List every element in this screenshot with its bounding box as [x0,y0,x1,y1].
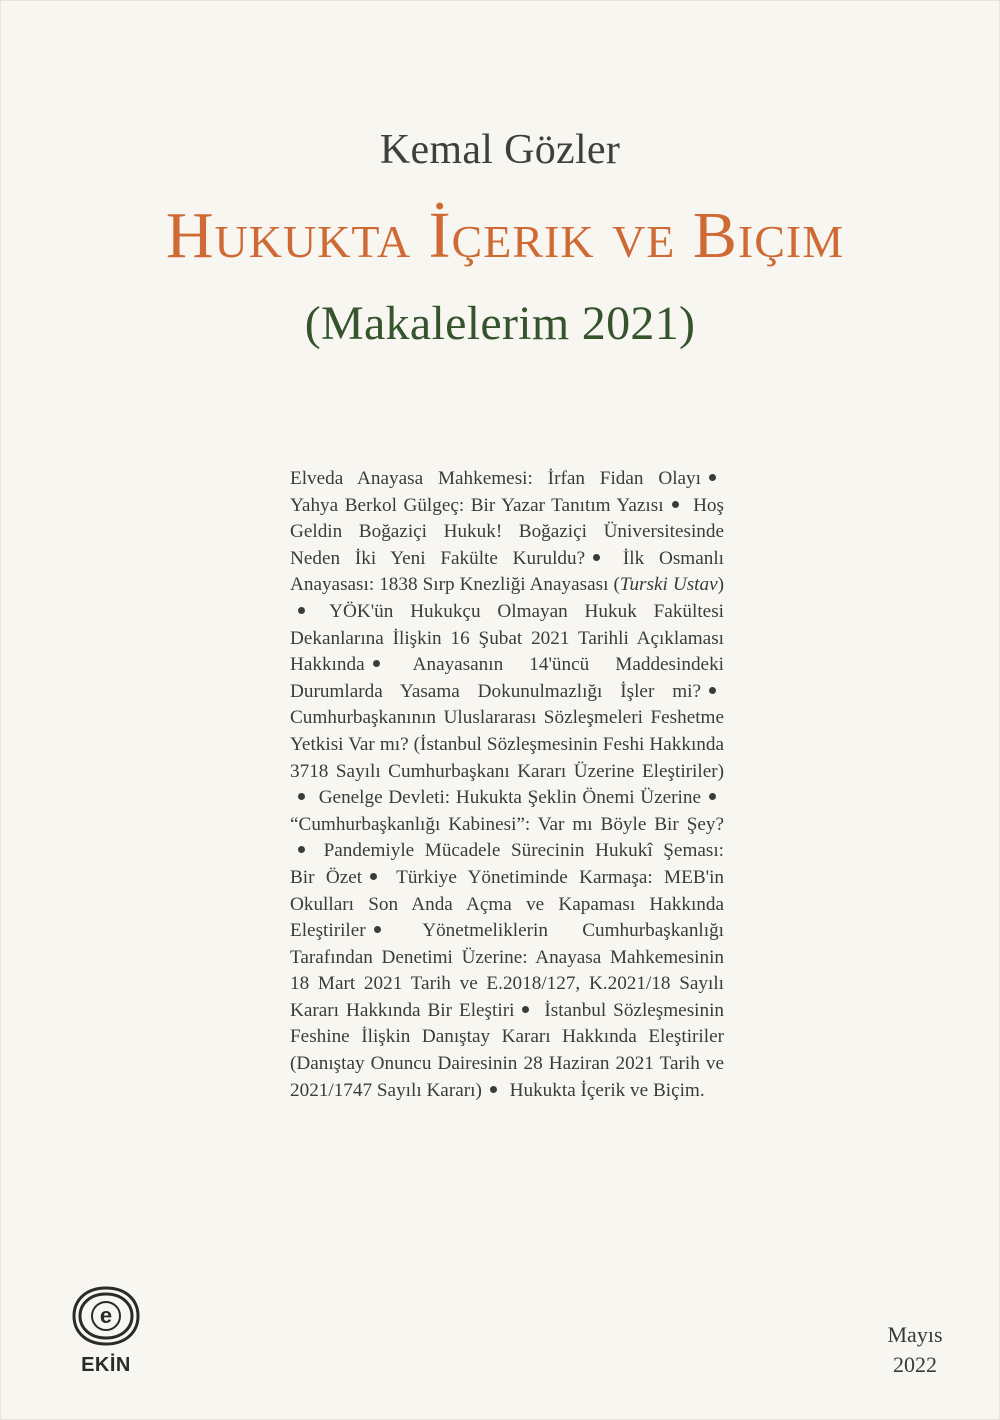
contents-item: İstanbul Sözleşmesinin Feshine İlişkin Danıştay Kararı Hakkında Eleştiriler (Danıştay Onuncu Dairesinin 28 Haziran 2021 Tarih ve 2021/1747 Sayılı Kararı) [290,999,725,1101]
bullet-separator [709,793,716,800]
contents-item: Hoş Geldin Boğaziçi Hukuk! Boğaziçi Üniversitesinde Neden İki Yeni Fakülte Kuruldu? [290,494,724,569]
bullet-separator [374,926,381,933]
publisher-name: EKİN [81,1354,131,1376]
bullet-separator [370,873,377,880]
contents-item: YÖK'ün Hukukçu Olmayan Hukuk Fakültesi Dekanlarına İlişkin 16 Şubat 2021 Tarihli Açıklaması Hakkında [290,600,724,676]
contents-item: İlk Osmanlı Anayasası: 1838 Sırp Knezliği Anayasası (Turski Ustav) [290,547,725,596]
contents-item: Genelge Devleti: Hukukta Şeklin Önemi Üzerine [318,787,701,809]
italic-title: Turski Ustav [619,574,718,596]
bullet-separator [709,474,716,481]
contents-item: Anayasanın 14'üncü Maddesindeki Durumlarda Yasama Dokunulmazlığı İşler mi? [290,654,724,702]
contents-item: Pandemiyle Mücadele Sürecinin Hukukî Şeması: Bir Özet [290,840,725,888]
contents-list [290,466,724,1104]
author-name: Kemal Gözler [379,127,621,173]
publication-date [860,1320,970,1380]
bullet-separator [490,1086,497,1093]
bullet-separator [373,660,380,667]
bullet-separator [298,793,305,800]
bullet-separator [593,554,600,561]
publication-year: 2022 [893,1352,937,1377]
book-title: Hukukta İçerik ve Biçim [165,199,845,272]
bullet-separator [298,607,305,614]
bullet-separator [709,687,716,694]
publication-month: Mayıs [887,1322,943,1347]
bullet-separator [522,1006,529,1013]
contents-item: Türkiye Yönetiminde Karmaşa: MEB'in Okulları Son Anda Açma ve Kapaması Hakkında Eleştiriler [290,866,725,942]
contents-item: Cumhurbaşkanının Uluslararası Sözleşmeleri Feshetme Yetkisi Var mı? (İstanbul Sözleşmesinin Feshi Hakkında 3718 Sayılı Cumhurbaşkanı Kararı Üzerine Eleştiriler) [290,707,724,782]
ekin-logo-icon [66,1282,146,1352]
logo-letter: e [99,1303,113,1328]
contents-item: “Cumhurbaşkanlığı Kabinesi”: Var mı Böyle Bir Şey? [290,813,724,835]
bullet-separator [672,501,679,508]
book-subtitle: (Makalelerim 2021) [304,297,696,350]
contents-item: Yahya Berkol Gülgeç: Bir Yazar Tanıtım Yazısı [290,494,664,516]
contents-item: Yönetmeliklerin Cumhurbaşkanlığı Tarafından Denetimi Üzerine: Anayasa Mahkemesinin 18 Mart 2021 Tarih ve E.2018/127, K.2021/18 Sayılı Kararı Hakkında Bir Eleştiri [290,920,724,1021]
contents-item: Elveda Anayasa Mahkemesi: İrfan Fidan Olayı [290,468,701,489]
bullet-separator [298,846,305,853]
contents-item: Hukukta İçerik ve Biçim. [509,1079,705,1101]
